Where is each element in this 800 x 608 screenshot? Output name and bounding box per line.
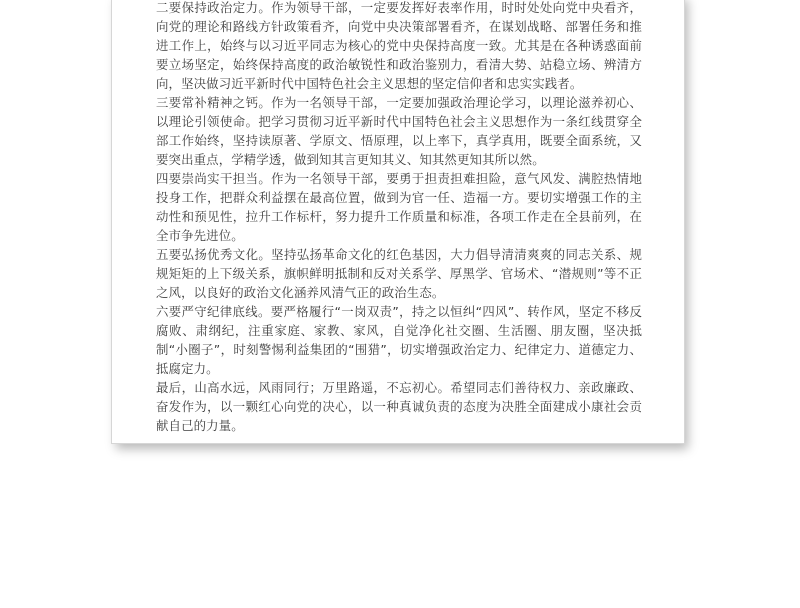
paragraph-conclusion: 最后，山高水远，风雨同行；万里路遥，不忘初心。希望同志们善待权力、亲政廉政、奋发作为，以一颗红心向党的决心，以一种真诚负责的态度为决胜全面建成小康社会贡献自己的力量。 bbox=[156, 380, 642, 433]
document-page bbox=[112, 0, 684, 443]
paragraph-fine-culture: 五要弘扬优秀文化。坚持弘扬革命文化的红色基因，大力倡导清清爽爽的同志关系、规规矩矩的上下级关系，旗帜鲜明抵制和反对关系学、厚黑学、官场术、“潜规则”等不正之风，以良好的政治文化涵养风清气正的政治生态。 bbox=[156, 247, 642, 300]
paragraph-political-focus: 二要保持政治定力。作为领导干部，一定要发挥好表率作用，时时处处向党中央看齐，向党的理论和路线方针政策看齐，向党中央决策部署看齐，在谋划战略、部署任务和推进工作上，始终与以习近平同志为核心的党中央保持高度一致。尤其是在各种诱惑面前要立场坚定，始终保持高度的政治敏锐性和政治鉴别力，看清大势、站稳立场、辨清方向，坚决做习近平新时代中国特色社会主义思想的坚定信仰者和忠实实践者。 bbox=[156, 0, 642, 91]
paragraph-discipline: 六要严守纪律底线。要严格履行“一岗双责”，持之以恒纠“四风”、转作风，坚定不移反腐败、肃纲纪，注重家庭、家教、家风，自觉净化社交圈、生活圈、朋友圈，坚决抵制“小圈子”，时刻警惕利益集团的“围猎”，切实增强政治定力、纪律定力、道德定力、抵腐定力。 bbox=[156, 304, 642, 376]
paragraph-spiritual-calcium: 三要常补精神之钙。作为一名领导干部，一定要加强政治理论学习，以理论滋养初心、以理论引领使命。把学习贯彻习近平新时代中国特色社会主义思想作为一条红线贯穿全部工作始终，坚持读原著、学原文、悟原理，以上率下，真学真用，既要全面系统，又要突出重点，学精学透，做到知其言更知其义、知其然更知其所以然。 bbox=[156, 95, 642, 167]
paragraph-practical-work: 四要崇尚实干担当。作为一名领导干部，要勇于担责担难担险，意气风发、满腔热情地投身工作，把群众利益摆在最高位置，做到为官一任、造福一方。要切实增强工作的主动性和预见性，拉升工作标杆，努力提升工作质量和标准，各项工作走在全县前列，在全市争先进位。 bbox=[156, 171, 642, 243]
document-body bbox=[156, 0, 642, 435]
